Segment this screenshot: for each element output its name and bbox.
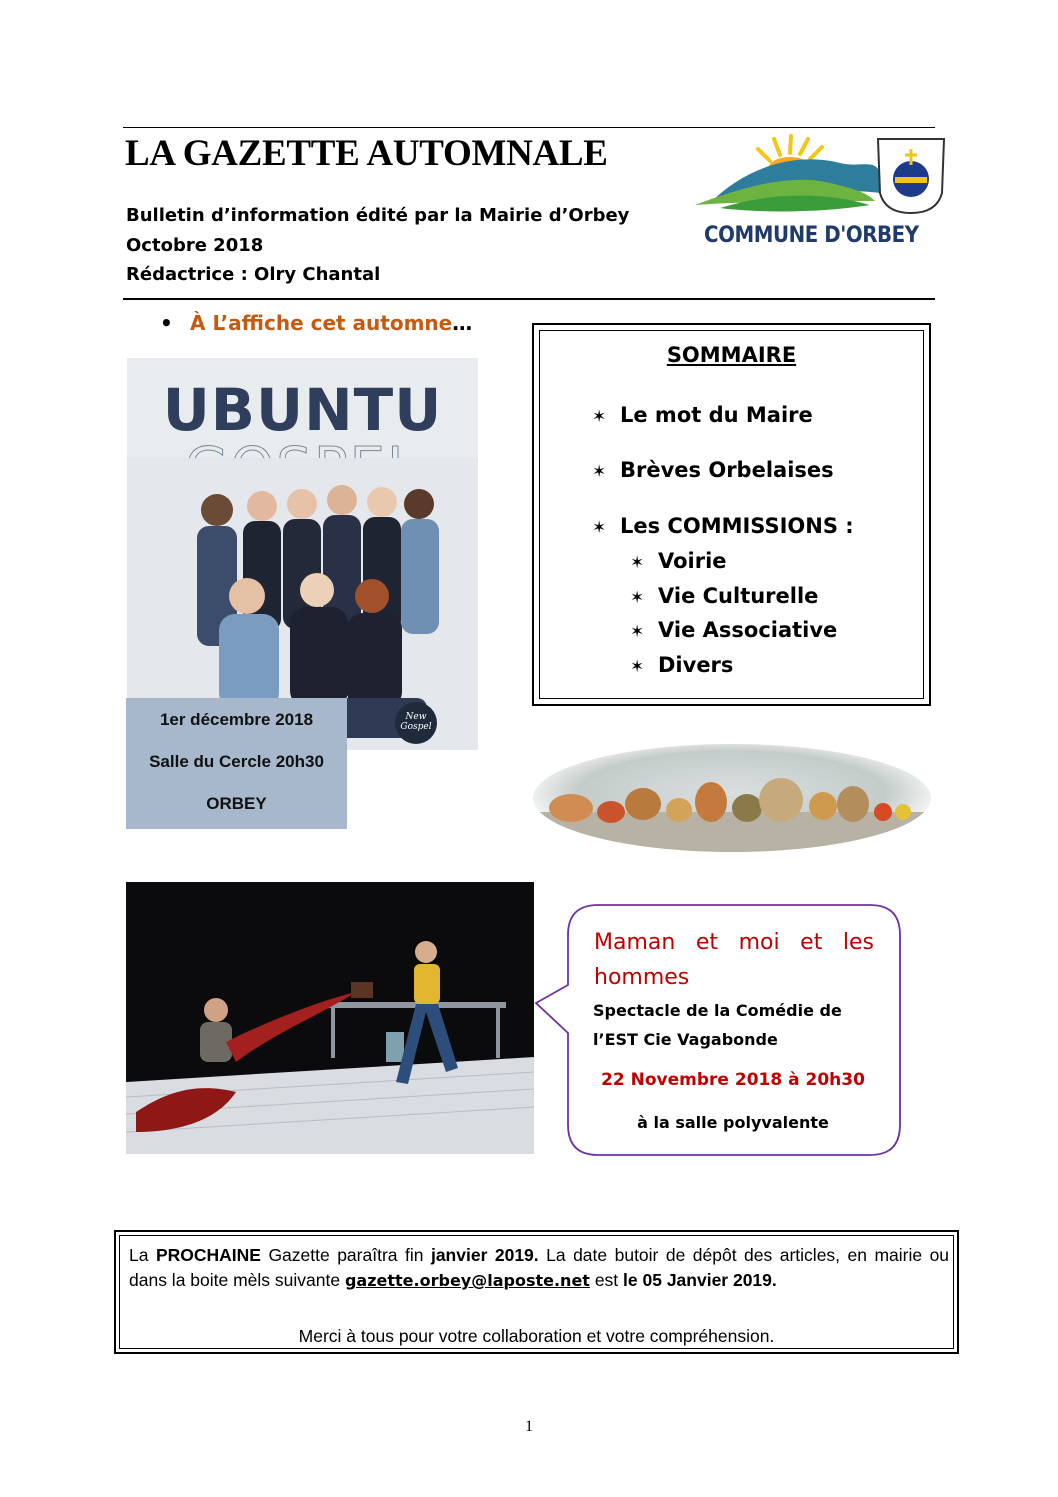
star-bullet-icon: ✶ — [592, 407, 607, 427]
spectacle-title-word: les — [842, 930, 874, 955]
notice-bold: janvier 2019. — [430, 1245, 539, 1265]
sommaire-item-label: Brèves Orbelaises — [620, 458, 834, 482]
next-issue-notice — [114, 1230, 959, 1354]
gazette-email-link[interactable]: gazette.orbey@laposte.net — [344, 1271, 590, 1290]
concert-place: Salle du Cercle 20h30 — [149, 752, 324, 771]
sommaire-item — [592, 403, 813, 427]
spectacle-title-word: et — [800, 930, 823, 955]
sommaire-subitem-label: Voirie — [658, 549, 727, 573]
ubuntu-gospel-poster — [127, 358, 478, 750]
spectacle-date: 22 Novembre 2018 à 20h30 — [601, 1070, 865, 1090]
notice-inner-frame — [119, 1235, 954, 1349]
page-title: LA GAZETTE AUTOMNALE — [125, 133, 608, 174]
stage-photo-icon — [126, 882, 534, 1154]
notice-fragment: est — [589, 1270, 624, 1290]
sommaire-item-label: Le mot du Maire — [620, 403, 813, 427]
autumn-gourds-image — [531, 742, 933, 854]
notice-text — [129, 1243, 949, 1293]
sommaire-title: SOMMAIRE — [666, 343, 797, 367]
sommaire-item — [592, 514, 854, 538]
notice-fragment: La date butoir de dépôt des articles, en mairie ou dans la boite mèls suivante — [129, 1245, 950, 1290]
star-bullet-icon: ✶ — [592, 462, 607, 482]
sommaire-subitem — [630, 549, 727, 573]
concert-info-box — [126, 698, 347, 829]
spectacle-place: à la salle polyvalente — [637, 1113, 829, 1132]
top-rule — [123, 127, 935, 128]
sommaire-subitem-label: Vie Culturelle — [658, 584, 819, 608]
sommaire-subitem — [630, 618, 837, 642]
spectacle-title — [594, 925, 874, 995]
sommaire-item-label: Les COMMISSIONS : — [620, 514, 854, 538]
bulletin-subtitle: Bulletin d’information édité par la Mairie d’Orbey — [126, 205, 630, 226]
logo-text: COMMUNE D'ORBEY — [704, 223, 919, 248]
spectacle-title-word: Maman — [594, 930, 676, 955]
star-bullet-icon: ✶ — [630, 553, 645, 573]
notice-thanks: Merci à tous pour votre collaboration et votre compréhension. — [298, 1326, 775, 1346]
poster-title: UBUNTU — [162, 376, 443, 444]
star-bullet-icon: ✶ — [592, 518, 607, 538]
star-bullet-icon: ✶ — [630, 657, 645, 677]
notice-bold: PROCHAINE — [155, 1245, 261, 1265]
spectacle-title-word: et — [695, 930, 719, 955]
theatre-performance-photo — [126, 882, 534, 1154]
affiche-ellipsis: … — [452, 311, 473, 335]
page-number: 1 — [525, 1418, 533, 1435]
notice-fragment: Gazette paraîtra fin — [260, 1245, 431, 1265]
sommaire-subitem — [630, 653, 733, 677]
notice-fragment: La — [129, 1245, 156, 1265]
spectacle-desc-line1: Spectacle de la Comédie de — [593, 1001, 842, 1020]
sommaire-inner-frame — [539, 330, 924, 699]
star-bullet-icon: ✶ — [630, 588, 645, 608]
spectacle-title-word: moi — [738, 930, 780, 955]
concert-town: ORBEY — [206, 794, 267, 813]
commune-logo — [690, 133, 950, 258]
sommaire-subitem-label: Vie Associative — [658, 618, 838, 642]
gourds-photo-icon — [531, 742, 933, 854]
sommaire-subitem-label: Divers — [658, 653, 734, 677]
spectacle-title-line2: hommes — [594, 965, 690, 990]
header-bottom-rule — [123, 298, 935, 300]
concert-date: 1er décembre 2018 — [159, 710, 314, 729]
new-gospel-badge: New Gospel — [395, 702, 437, 744]
bulletin-editor: Rédactrice : Olry Chantal — [126, 264, 381, 285]
affiche-heading — [160, 311, 472, 335]
affiche-label: À L’affiche cet automne — [190, 311, 453, 335]
star-bullet-icon: ✶ — [630, 622, 645, 642]
sommaire-box — [532, 323, 931, 706]
spectacle-description — [593, 996, 858, 1054]
spectacle-desc-line2: l’EST Cie Vagabonde — [593, 1030, 778, 1049]
notice-bold: le 05 Janvier 2019. — [623, 1270, 777, 1290]
sommaire-subitem — [630, 584, 818, 608]
bullet-icon: • — [160, 311, 173, 335]
sommaire-item — [592, 458, 834, 482]
bulletin-date: Octobre 2018 — [126, 235, 264, 256]
